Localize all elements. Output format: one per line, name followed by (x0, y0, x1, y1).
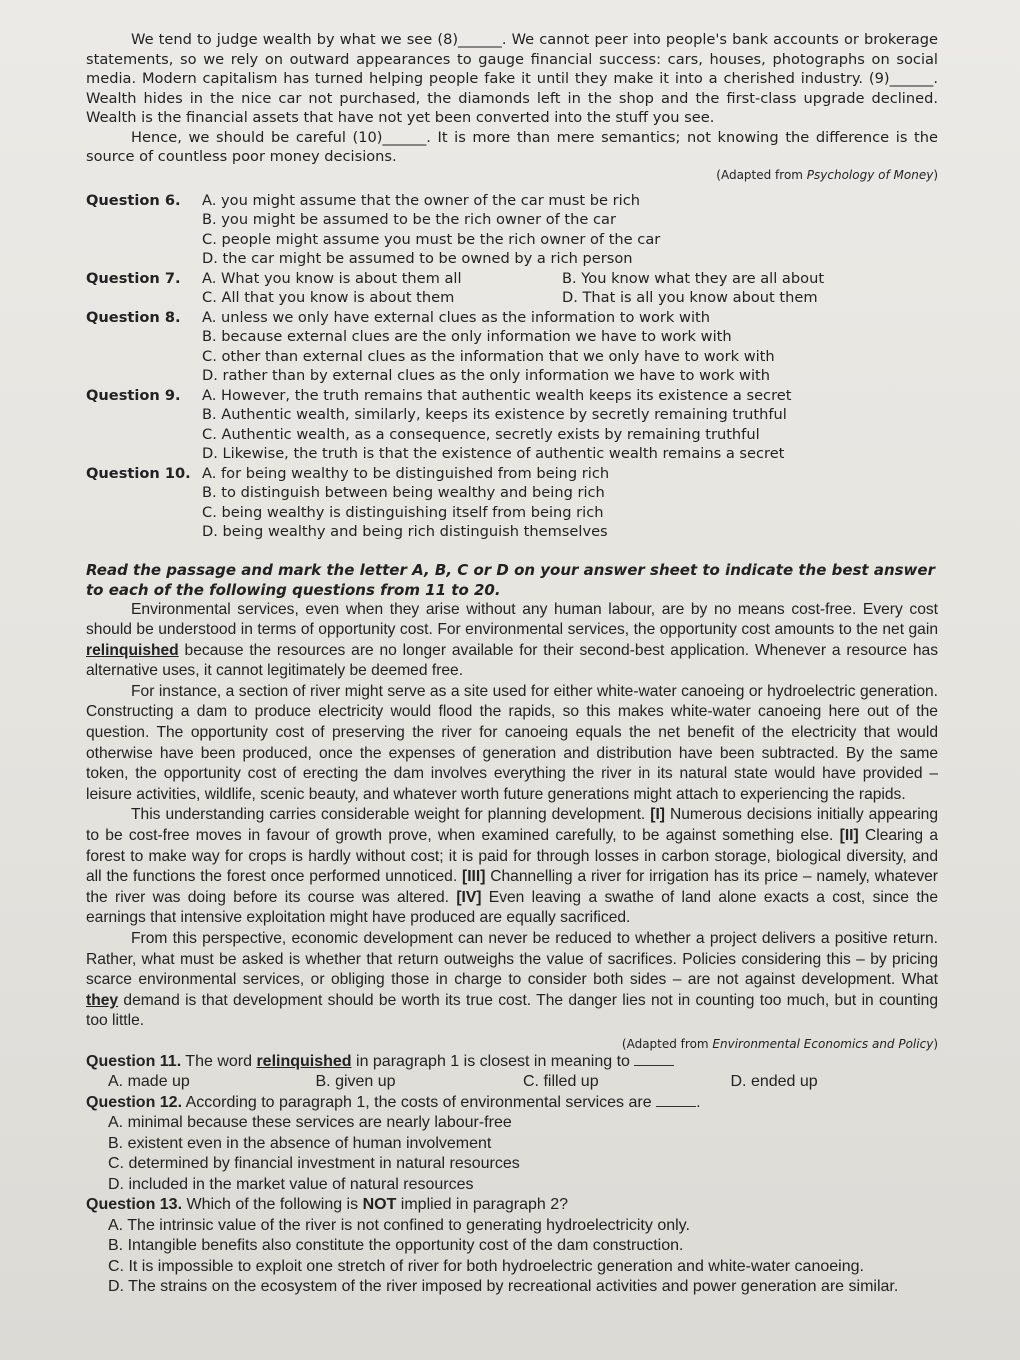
marker-1: [I] (650, 806, 665, 824)
option-a[interactable]: A. unless we only have external clues as the information to work with (202, 308, 710, 326)
option-b[interactable]: B. because external clues are the only information we have to work with (202, 328, 732, 345)
option-c[interactable]: C. filled up (523, 1073, 599, 1091)
question-7: Question 7. A. What you know is about them all B. You know what they are all about C. All that you know is about them D. That is all you know about them (86, 269, 938, 308)
highlighted-word: relinquished (86, 641, 179, 659)
option-c[interactable]: C. being wealthy is distinguishing itself from being rich (202, 503, 604, 521)
option-d[interactable]: D. the car might be assumed to be owned by a rich person (202, 250, 633, 267)
option-a[interactable]: A. minimal because these services are nearly labour-free (108, 1114, 512, 1132)
passage2-paragraph3: This understanding carries considerable weight for planning development. [I] Numerous decisions initially appearing to be cost-free moves in favour of growth prove, when examined carefully, to be against something else. [II] Clearing a forest to make way for crops is hardly without cost; it is paid for through losses in carbon storage, biological diversity, and all the functions the forest once performed unnoticed. [III] Channelling a river for irrigation has its price – namely, whatever the river was doing before its course was altered. [IV] Even leaving a swathe of land alone exacts a cost, since the earnings that intensive exploitation might have produced are equally sacrificed. (86, 806, 939, 927)
option-b[interactable]: B. you might be assumed to be the rich owner of the car (202, 211, 616, 228)
option-b[interactable]: B. given up (315, 1073, 396, 1091)
option-b[interactable]: B. Intangible benefits also constitute the opportunity cost of the dam construction. (108, 1237, 684, 1255)
option-a[interactable]: A. made up (108, 1073, 190, 1091)
option-c[interactable]: C. other than external clues as the information that we only have to work with (202, 347, 775, 365)
passage1-paragraph2: Hence, we should be careful (10)______. It is more than mere semantics; not knowing the difference is the source of countless poor money decisions. (86, 128, 938, 165)
option-c[interactable]: C. All that you know is about them (202, 289, 455, 306)
passage2-paragraph2: For instance, a section of river might serve as a site used for either white-water canoeing or hydroelectric generation. Constructing a dam to produce electricity would flood the rapids, so this makes white-water canoeing here out of the question. The opportunity cost of preserving the river for canoeing equals the net benefit of the electricity that would otherwise have been produced, once the expenses of generation and distribution have been subtracted. By the same token, the opportunity cost of erecting the dam involves everything the river in its natural state would have provided – leisure activities, wildlife, scenic beauty, and whatever worth future generations might attach to experiencing the rapids. (86, 682, 938, 803)
option-b[interactable]: B. Authentic wealth, similarly, keeps its existence by secretly remaining truthful (202, 406, 787, 423)
option-d[interactable]: D. Likewise, the truth is that the existence of authentic wealth remains a secret (202, 445, 785, 462)
question-11: Question 11. The word relinquished in paragraph 1 is closest in meaning to (86, 1052, 938, 1073)
passage1-paragraph1: We tend to judge wealth by what we see (8)______. We cannot peer into people's bank accounts or brokerage statements, so we rely on outward appearances to gauge financial success: cars, houses, photographs on social media. Modern capitalism has turned helping people fake it until they make it into a cherished industry. (9)______. Wealth hides in the nice car not purchased, the diamonds left in the shop and the first-class upgrade declined. Wealth is the financial assets that have not yet been converted into the stuff you see. (86, 31, 938, 126)
marker-4: [IV] (456, 888, 482, 906)
option-a[interactable]: A. What you know is about them all (202, 269, 462, 287)
passage2-paragraph4: From this perspective, economic development can never be reduced to whether a project delivers a positive return. Rather, what must be asked is whether that return outweighs the value of sacrifices. Policies considering this – by pricing scarce environmental services, or obliging those in charge to consider both sides – are not against development. What they demand is that development should be worth its true cost. The danger lies not in counting too much, but in counting too little. (86, 930, 938, 1030)
question-9: Question 9. A. However, the truth remains that authentic wealth keeps its existence a secret B. Authentic wealth, similarly, keeps its existence by secretly remaining truthful C. Authentic wealth, as a consequence, secretly exists by remaining truthful D. Likewise, the truth is that the existence of authentic wealth remains a secret (86, 386, 938, 464)
option-a[interactable]: A. for being wealthy to be distinguished from being rich (202, 464, 610, 482)
option-d[interactable]: D. ended up (730, 1073, 818, 1091)
option-b[interactable]: B. to distinguish between being wealthy and being rich (202, 484, 605, 501)
option-d[interactable]: D. being wealthy and being rich distinguish themselves (202, 523, 608, 540)
section-instruction: Read the passage and mark the letter A, B, C or D on your answer sheet to indicate the best answer to each of the following questions from 11 to 20. (86, 560, 935, 599)
option-a[interactable]: A. The intrinsic value of the river is not confined to generating hydroelectricity only. (108, 1216, 690, 1234)
option-b[interactable]: B. existent even in the absence of human involvement (108, 1134, 492, 1152)
option-b[interactable]: B. You know what they are all about (562, 269, 825, 287)
question-12: Question 12. According to paragraph 1, the costs of environmental services are . (86, 1093, 701, 1111)
question-10: Question 10. A. for being wealthy to be distinguished from being rich B. to distinguish between being wealthy and being rich C. being wealthy is distinguishing itself from being rich D. being wealthy and being rich distinguish themselves (86, 464, 938, 542)
question-13: Question 13. Which of the following is NOT implied in paragraph 2? (86, 1196, 569, 1214)
question-11-options (86, 1072, 938, 1093)
question-8: Question 8. A. unless we only have external clues as the information to work with B. because external clues are the only information we have to work with C. other than external clues as the information that we only have to work with D. rather than by external clues as the only information we have to work with (86, 308, 938, 386)
option-d[interactable]: D. included in the market value of natural resources (108, 1175, 474, 1193)
option-c[interactable]: C. determined by financial investment in natural resources (108, 1155, 520, 1173)
option-d[interactable]: D. That is all you know about them (562, 289, 818, 306)
option-a[interactable]: A. However, the truth remains that authentic wealth keeps its existence a secret (202, 386, 792, 404)
option-c[interactable]: C. Authentic wealth, as a consequence, secretly exists by remaining truthful (202, 425, 760, 443)
question-6: Question 6. A. you might assume that the owner of the car must be rich B. you might be assumed to be the rich owner of the car C. people might assume you must be the rich owner of the car D. the car might be assumed to be owned by a rich person (86, 191, 938, 269)
marker-2: [II] (839, 827, 859, 845)
option-d[interactable]: D. rather than by external clues as the only information we have to work with (202, 367, 770, 384)
marker-3: [III] (462, 868, 486, 886)
highlighted-word: they (86, 991, 119, 1009)
passage2-paragraph1: Environmental services, even when they arise without any human labour, are by no means cost-free. Every cost should be understood in terms of opportunity cost. For environmental services, the opportunity cost amounts to the net gain relinquished because the resources are no longer available for their second-best application. Whenever a resource has alternative uses, it cannot legitimately be deemed free. (86, 600, 938, 680)
option-a[interactable]: A. you might assume that the owner of the car must be rich (202, 191, 640, 209)
passage1-source: (Adapted from Psychology of Money) (716, 167, 938, 182)
passage2-source: (Adapted from Environmental Economics and Policy) (621, 1036, 938, 1051)
option-c[interactable]: C. people might assume you must be the rich owner of the car (202, 230, 661, 248)
option-d[interactable]: D. The strains on the ecosystem of the river imposed by recreational activities and power generation are similar. (108, 1278, 899, 1296)
option-c[interactable]: C. It is impossible to exploit one stretch of river for both hydroelectric generation and white-water canoeing. (108, 1257, 864, 1275)
